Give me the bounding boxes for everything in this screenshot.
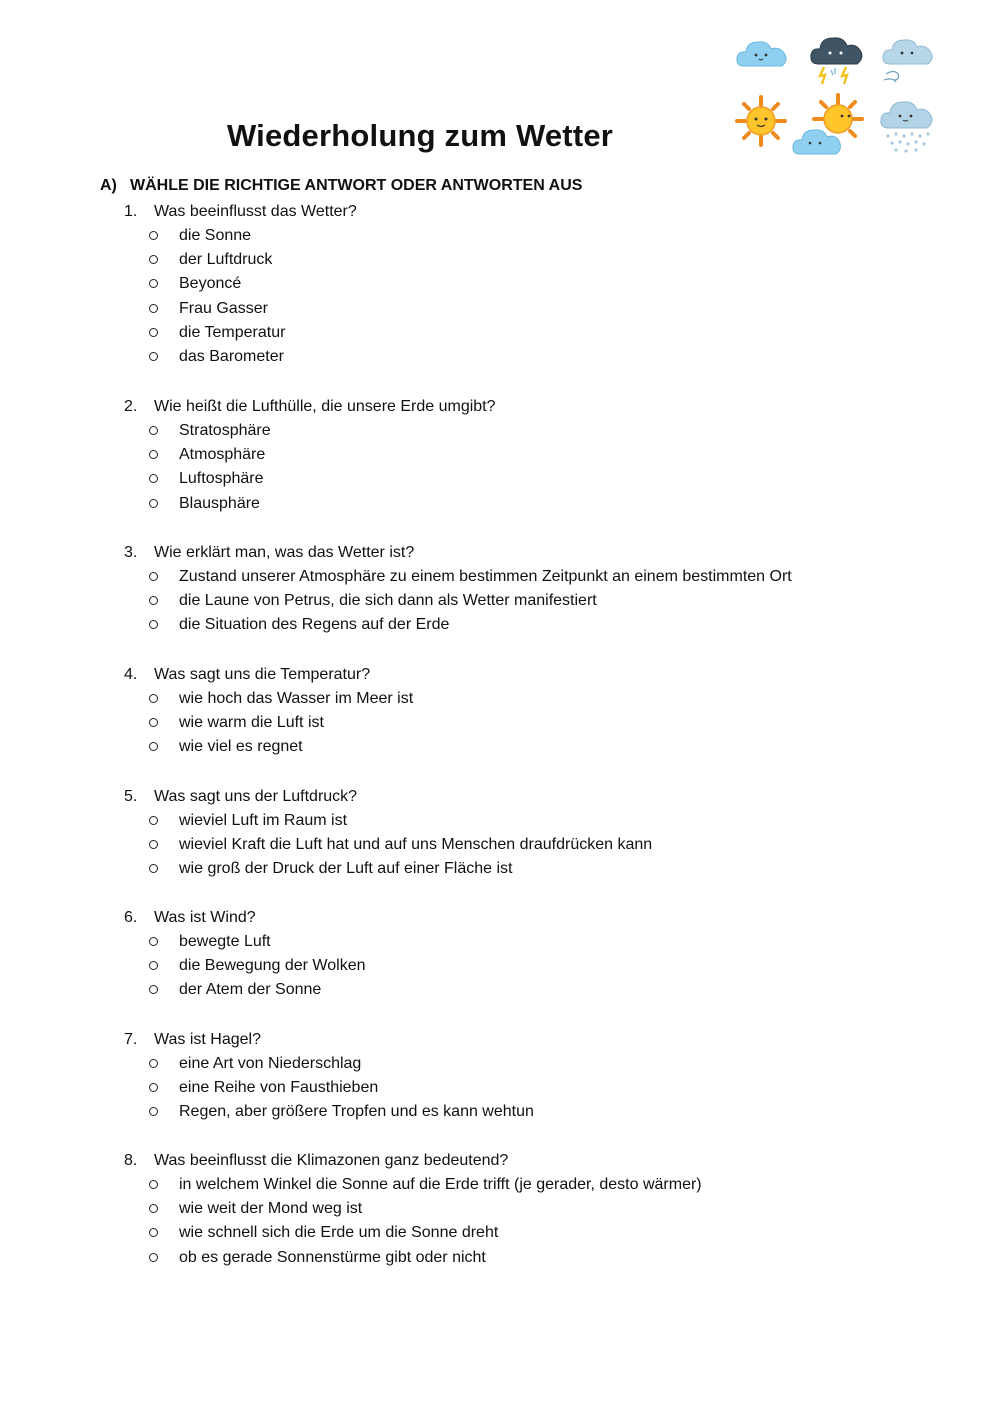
option-circle[interactable] bbox=[149, 961, 158, 970]
question bbox=[124, 663, 904, 760]
option-circle[interactable] bbox=[149, 474, 158, 483]
answer-option[interactable] bbox=[124, 1221, 904, 1245]
option-text: bewegte Luft bbox=[179, 933, 271, 950]
question bbox=[124, 1149, 904, 1270]
option-text: wie warm die Luft ist bbox=[179, 714, 324, 732]
option-circle[interactable] bbox=[149, 1107, 158, 1116]
answer-option[interactable] bbox=[124, 1246, 904, 1270]
option-circle[interactable] bbox=[149, 450, 158, 459]
option-circle[interactable] bbox=[149, 499, 158, 508]
answer-option[interactable] bbox=[124, 1052, 904, 1076]
option-circle[interactable] bbox=[149, 231, 158, 240]
question-number: 1. bbox=[124, 203, 138, 220]
answer-option[interactable] bbox=[124, 857, 904, 881]
option-text: Blausphäre bbox=[179, 494, 260, 512]
answer-option[interactable] bbox=[124, 1173, 904, 1197]
option-circle[interactable] bbox=[149, 1204, 158, 1213]
question-text: Was sagt uns der Luftdruck? bbox=[154, 788, 358, 805]
cloud-icon bbox=[734, 36, 790, 72]
answer-option[interactable] bbox=[124, 589, 904, 613]
option-circle[interactable] bbox=[149, 255, 158, 264]
wind-cloud-icon bbox=[880, 36, 936, 86]
question-text: Was ist Hagel? bbox=[154, 1031, 261, 1048]
answer-option[interactable] bbox=[124, 224, 904, 248]
option-circle[interactable] bbox=[149, 304, 158, 313]
option-text: Atmosphäre bbox=[179, 446, 266, 464]
question-number: 4. bbox=[124, 666, 138, 683]
page-title: Wiederholung zum Wetter bbox=[226, 118, 614, 153]
answer-option[interactable] bbox=[124, 492, 904, 516]
answer-option[interactable] bbox=[124, 272, 904, 296]
answer-option[interactable] bbox=[124, 687, 904, 711]
question-number: 3. bbox=[124, 544, 138, 561]
answer-option[interactable] bbox=[124, 1197, 904, 1221]
option-text: in welchem Winkel die Sonne auf die Erde trifft (je gerader, desto wärmer) bbox=[179, 1176, 702, 1193]
question-text: Was beeinflusst die Klimazonen ganz bedeutend? bbox=[154, 1152, 509, 1169]
option-circle[interactable] bbox=[149, 596, 158, 605]
option-text: die Sonne bbox=[179, 227, 252, 244]
option-text: das Barometer bbox=[179, 347, 284, 365]
option-text: wie groß der Druck der Luft auf einer Fläche ist bbox=[179, 860, 513, 878]
option-circle[interactable] bbox=[149, 816, 158, 825]
snow-cloud-icon bbox=[878, 98, 936, 156]
option-text: Luftosphäre bbox=[179, 470, 264, 488]
option-text: wieviel Luft im Raum ist bbox=[179, 812, 348, 829]
answer-option[interactable] bbox=[124, 954, 904, 978]
option-circle[interactable] bbox=[149, 328, 158, 337]
option-text: der Luftdruck bbox=[179, 251, 273, 269]
option-circle[interactable] bbox=[149, 572, 158, 581]
option-text: eine Art von Niederschlag bbox=[179, 1055, 362, 1072]
answer-option[interactable] bbox=[124, 345, 904, 369]
option-text: wieviel Kraft die Luft hat und auf uns Menschen draufdrücken kann bbox=[179, 836, 653, 854]
answer-option[interactable] bbox=[124, 1076, 904, 1100]
sun-cloud-icon bbox=[792, 92, 874, 158]
option-text: Stratosphäre bbox=[179, 422, 271, 439]
option-circle[interactable] bbox=[149, 279, 158, 288]
option-circle[interactable] bbox=[149, 937, 158, 946]
answer-option[interactable] bbox=[124, 978, 904, 1002]
option-text: der Atem der Sonne bbox=[179, 981, 322, 999]
question-text: Was beeinflusst das Wetter? bbox=[154, 203, 357, 220]
question bbox=[124, 200, 904, 369]
answer-option[interactable] bbox=[124, 809, 904, 833]
question-text: Was sagt uns die Temperatur? bbox=[154, 666, 371, 683]
question bbox=[124, 541, 904, 638]
question bbox=[124, 1028, 904, 1125]
answer-option[interactable] bbox=[124, 321, 904, 345]
option-circle[interactable] bbox=[149, 1083, 158, 1092]
section-title: WÄHLE DIE RICHTIGE ANTWORT ODER ANTWORTEN AUS bbox=[130, 177, 583, 194]
answer-option[interactable] bbox=[124, 833, 904, 857]
answer-option[interactable] bbox=[124, 930, 904, 954]
option-circle[interactable] bbox=[149, 694, 158, 703]
sun-icon bbox=[734, 94, 788, 148]
question-number: 6. bbox=[124, 909, 138, 926]
option-text: Beyoncé bbox=[179, 275, 242, 293]
answer-option[interactable] bbox=[124, 419, 904, 443]
option-circle[interactable] bbox=[149, 985, 158, 994]
answer-option[interactable] bbox=[124, 443, 904, 467]
answer-option[interactable] bbox=[124, 565, 904, 589]
answer-option[interactable] bbox=[124, 297, 904, 321]
thunderstorm-icon bbox=[808, 34, 866, 88]
question bbox=[124, 906, 904, 1003]
question-text: Wie heißt die Lufthülle, die unsere Erde umgibt? bbox=[154, 398, 496, 415]
option-text: wie hoch das Wasser im Meer ist bbox=[179, 690, 414, 707]
option-circle[interactable] bbox=[149, 864, 158, 873]
question bbox=[124, 785, 904, 882]
option-text: Zustand unserer Atmosphäre zu einem bestimmen Zeitpunkt an einem bestimmten Ort bbox=[179, 568, 792, 585]
option-text: ob es gerade Sonnenstürme gibt oder nicht bbox=[179, 1248, 486, 1266]
answer-option[interactable] bbox=[124, 248, 904, 272]
option-text: eine Reihe von Fausthieben bbox=[179, 1079, 379, 1097]
question bbox=[124, 395, 904, 516]
option-circle[interactable] bbox=[149, 718, 158, 727]
weather-icons-illustration bbox=[734, 32, 936, 158]
answer-option[interactable] bbox=[124, 735, 904, 759]
option-text: die Temperatur bbox=[179, 323, 286, 341]
answer-option[interactable] bbox=[124, 467, 904, 491]
option-circle[interactable] bbox=[149, 620, 158, 629]
option-circle[interactable] bbox=[149, 1180, 158, 1189]
question-text: Was ist Wind? bbox=[154, 909, 256, 926]
option-text: wie weit der Mond weg ist bbox=[179, 1200, 363, 1218]
option-circle[interactable] bbox=[149, 742, 158, 751]
option-text: Regen, aber größere Tropfen und es kann wehtun bbox=[179, 1103, 534, 1121]
option-circle[interactable] bbox=[149, 1059, 158, 1068]
option-text: die Situation des Regens auf der Erde bbox=[179, 616, 450, 634]
option-text: wie schnell sich die Erde um die Sonne dreht bbox=[179, 1224, 499, 1242]
question-number: 5. bbox=[124, 788, 138, 805]
answer-option[interactable] bbox=[124, 613, 904, 637]
option-circle[interactable] bbox=[149, 426, 158, 435]
option-text: die Bewegung der Wolken bbox=[179, 957, 366, 975]
option-text: die Laune von Petrus, die sich dann als Wetter manifestiert bbox=[179, 592, 597, 610]
option-circle[interactable] bbox=[149, 352, 158, 361]
option-circle[interactable] bbox=[149, 840, 158, 849]
option-circle[interactable] bbox=[149, 1228, 158, 1237]
question-number: 8. bbox=[124, 1152, 138, 1169]
option-circle[interactable] bbox=[149, 1253, 158, 1262]
question-number: 2. bbox=[124, 398, 138, 415]
question-number: 7. bbox=[124, 1031, 138, 1048]
option-text: Frau Gasser bbox=[179, 299, 268, 317]
answer-option[interactable] bbox=[124, 1100, 904, 1124]
question-text: Wie erklärt man, was das Wetter ist? bbox=[154, 544, 415, 561]
section-label: A) bbox=[100, 177, 117, 194]
answer-option[interactable] bbox=[124, 711, 904, 735]
section-heading bbox=[100, 177, 582, 195]
option-text: wie viel es regnet bbox=[179, 738, 303, 756]
